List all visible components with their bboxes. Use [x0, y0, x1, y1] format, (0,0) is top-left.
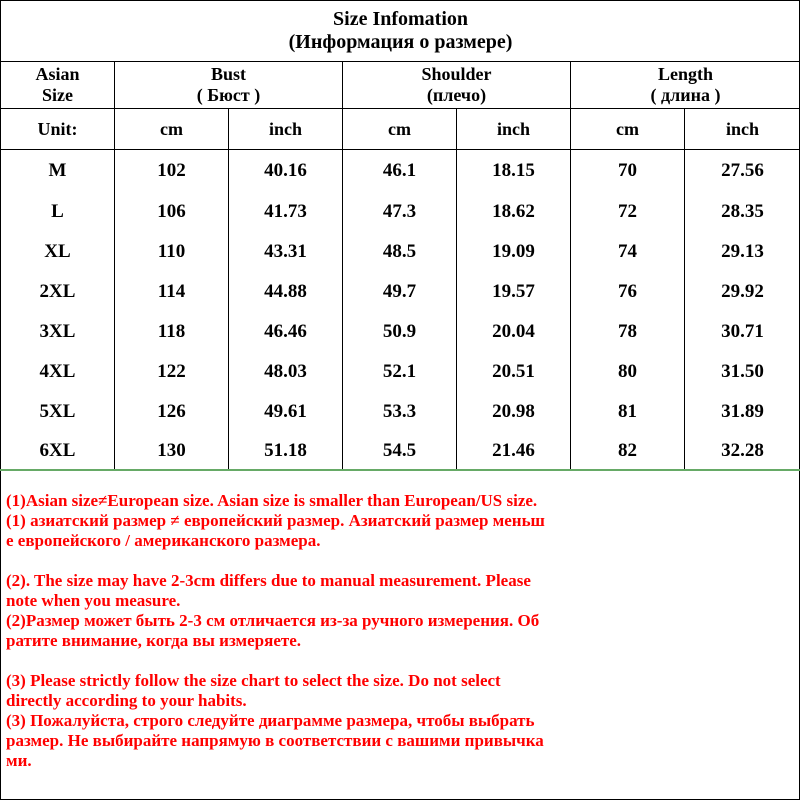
header-asian-size-line1: Asian: [35, 64, 80, 84]
cell-shoulder-inch: 21.46: [457, 432, 571, 471]
cell-bust-inch: 43.31: [229, 232, 343, 272]
cell-length-cm: 74: [571, 232, 685, 272]
cell-bust-cm: 114: [115, 272, 229, 312]
header-asian-size-line2: Size: [42, 85, 73, 105]
table-row: [1, 392, 800, 432]
size-rows: [1, 150, 800, 471]
title-russian: (Информация о размере): [288, 31, 513, 53]
cell-shoulder-cm: 53.3: [343, 392, 457, 432]
unit-length-cm: cm: [571, 109, 685, 150]
header-length: [571, 62, 800, 109]
header-bust-line1: Bust: [210, 64, 246, 84]
cell-size: 5XL: [1, 392, 115, 432]
cell-size: 4XL: [1, 352, 115, 392]
unit-label: Unit:: [1, 109, 115, 150]
note-3-russian: (3) Пожалуйста, строго следуйте диаграмме размера, чтобы выбрать размер. Не выбирайте напрямую в соответствии с вашими привычка ми.: [6, 711, 544, 770]
cell-size: M: [1, 150, 115, 193]
cell-shoulder-inch: 18.62: [457, 192, 571, 232]
table-row: [1, 272, 800, 312]
header-shoulder: [343, 62, 571, 109]
cell-shoulder-cm: 49.7: [343, 272, 457, 312]
cell-size: 3XL: [1, 312, 115, 352]
cell-size: L: [1, 192, 115, 232]
cell-shoulder-cm: 50.9: [343, 312, 457, 352]
cell-shoulder-inch: 20.98: [457, 392, 571, 432]
unit-length-inch: inch: [685, 109, 800, 150]
cell-length-inch: 31.50: [685, 352, 800, 392]
note-spacer: [6, 651, 794, 671]
cell-bust-cm: 102: [115, 150, 229, 193]
cell-length-inch: 27.56: [685, 150, 800, 193]
cell-shoulder-cm: 54.5: [343, 432, 457, 471]
cell-shoulder-cm: 47.3: [343, 192, 457, 232]
note-3-english: (3) Please strictly follow the size chart to select the size. Do not select directly according to your habits.: [6, 671, 501, 710]
note-1-russian: (1) азиатский размер ≠ европейский размер. Азиатский размер меньш е европейского / американского размера.: [6, 511, 545, 550]
cell-shoulder-inch: 20.04: [457, 312, 571, 352]
table-title: [1, 1, 800, 62]
cell-shoulder-inch: 18.15: [457, 150, 571, 193]
header-shoulder-line1: Shoulder: [421, 64, 492, 84]
cell-shoulder-inch: 19.09: [457, 232, 571, 272]
cell-length-cm: 72: [571, 192, 685, 232]
cell-bust-inch: 44.88: [229, 272, 343, 312]
cell-length-inch: 29.13: [685, 232, 800, 272]
cell-length-inch: 28.35: [685, 192, 800, 232]
table-row: [1, 232, 800, 272]
cell-bust-cm: 118: [115, 312, 229, 352]
title-row: [1, 1, 800, 62]
cell-length-inch: 30.71: [685, 312, 800, 352]
header-bust: [115, 62, 343, 109]
cell-bust-inch: 41.73: [229, 192, 343, 232]
table-row: [1, 150, 800, 193]
unit-shoulder-cm: cm: [343, 109, 457, 150]
cell-length-cm: 82: [571, 432, 685, 471]
table-row: [1, 432, 800, 471]
header-length-line2: ( длина ): [650, 85, 721, 105]
header-asian-size: [1, 62, 115, 109]
cell-length-cm: 70: [571, 150, 685, 193]
note-2-russian: (2)Размер может быть 2-3 см отличается из-за ручного измерения. Об ратите внимание, когда вы измеряете.: [6, 611, 540, 650]
cell-bust-inch: 49.61: [229, 392, 343, 432]
unit-row: [1, 109, 800, 150]
table-row: [1, 192, 800, 232]
cell-length-inch: 32.28: [685, 432, 800, 471]
unit-bust-cm: cm: [115, 109, 229, 150]
cell-length-cm: 80: [571, 352, 685, 392]
cell-shoulder-cm: 46.1: [343, 150, 457, 193]
table-row: [1, 312, 800, 352]
cell-size: 6XL: [1, 432, 115, 471]
cell-bust-cm: 106: [115, 192, 229, 232]
cell-shoulder-inch: 19.57: [457, 272, 571, 312]
title-english: Size Infomation: [333, 8, 469, 30]
cell-bust-cm: 130: [115, 432, 229, 471]
cell-bust-inch: 51.18: [229, 432, 343, 471]
cell-shoulder-inch: 20.51: [457, 352, 571, 392]
cell-bust-inch: 40.16: [229, 150, 343, 193]
table-row: [1, 352, 800, 392]
header-bust-line2: ( Бюст ): [196, 85, 261, 105]
note-spacer: [6, 551, 794, 571]
unit-shoulder-inch: inch: [457, 109, 571, 150]
cell-bust-cm: 126: [115, 392, 229, 432]
cell-length-cm: 78: [571, 312, 685, 352]
cell-bust-inch: 48.03: [229, 352, 343, 392]
header-shoulder-line2: (плечо): [426, 85, 487, 105]
header-row: [1, 62, 800, 109]
note-2-english: (2). The size may have 2-3cm differs due to manual measurement. Please note when you measure.: [6, 571, 531, 610]
header-length-line1: Length: [658, 64, 714, 84]
cell-bust-cm: 122: [115, 352, 229, 392]
unit-bust-inch: inch: [229, 109, 343, 150]
size-notes: [0, 469, 800, 800]
cell-length-cm: 76: [571, 272, 685, 312]
cell-length-inch: 29.92: [685, 272, 800, 312]
note-1-english: (1)Asian size≠European size. Asian size is smaller than European/US size.: [6, 491, 538, 510]
cell-shoulder-cm: 48.5: [343, 232, 457, 272]
cell-length-cm: 81: [571, 392, 685, 432]
cell-size: XL: [1, 232, 115, 272]
cell-size: 2XL: [1, 272, 115, 312]
cell-shoulder-cm: 52.1: [343, 352, 457, 392]
cell-bust-cm: 110: [115, 232, 229, 272]
cell-length-inch: 31.89: [685, 392, 800, 432]
cell-bust-inch: 46.46: [229, 312, 343, 352]
